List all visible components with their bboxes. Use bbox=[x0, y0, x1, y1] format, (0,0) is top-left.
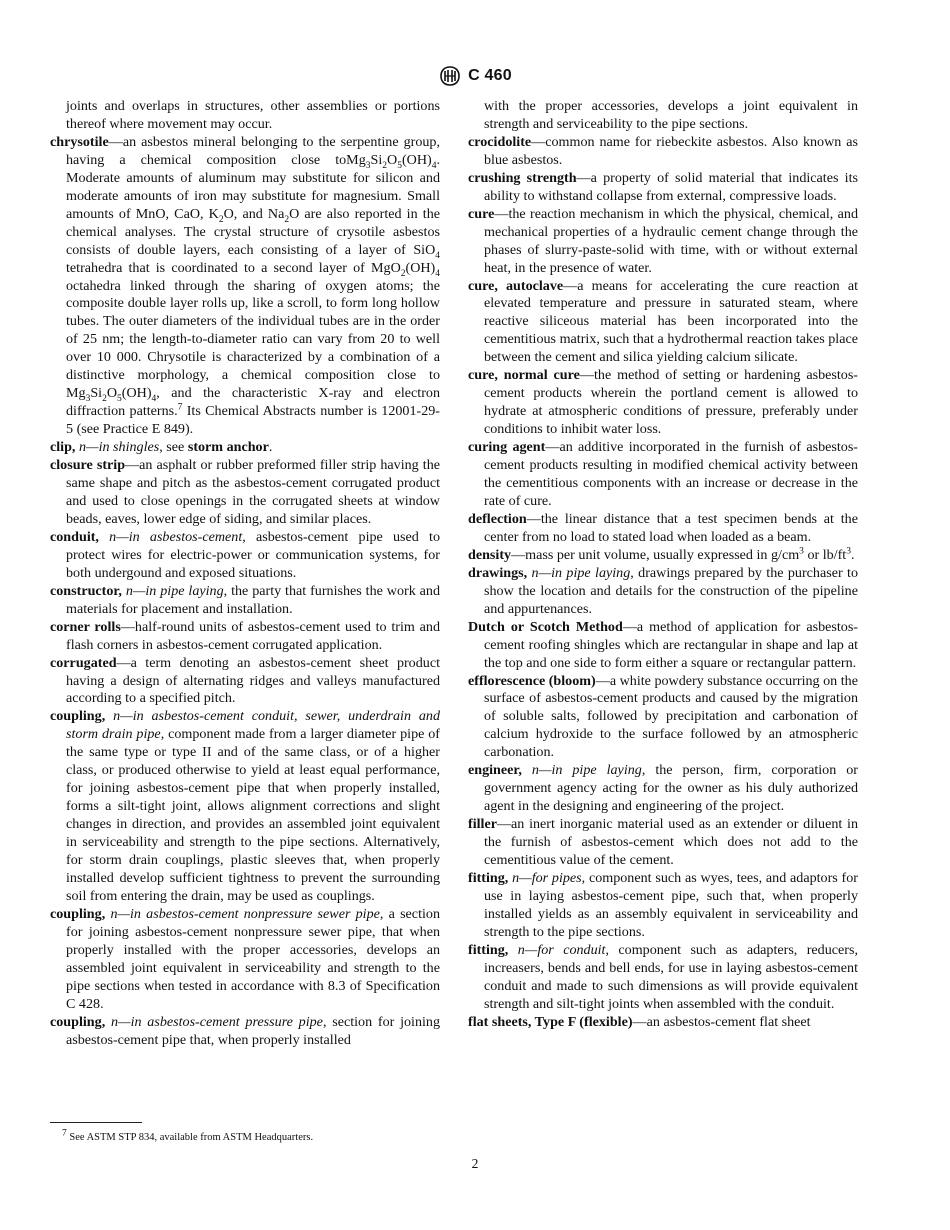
entry-chrysotile: chrysotile—an asbestos mineral belonging to the serpentine group, having a chemical composition close $toMg_3Si_2O_5(OH)_4$. Moderate amounts of aluminum may substitute for silicon and moderate amounts of iron may substitute for magnesium. Small amounts of MnO, CaO, $K_2O$, and $Na_2O$ are also reported in the chemical analyses. The crystal structure of crysotile asbestos consists of double layers, each consisting of a layer of SiO$_4$ tetrahedra that is coordinated to a second layer of $MgO_2(OH)_4$ octahedra linked through the sharing of oxygen atoms; the composite double layer rolls up, like a scroll, to form long hollow tubes. The outer diameters of the individual tubes are in the order of 25 nm; the length-to-diameter ratio can vary from 20 to well over 10 000. Chrysotile is characterized by a combination of a distinctive morphology, a chemical composition close to $Mg_3Si_2O_5(OH)_4$, and the characteristic X-ray and electron diffraction patterns.$^7$ Its Chemical Abstracts number is 12001-29-5 (see Practice E 849). bbox=[50, 133, 440, 438]
entry-crocidolite: crocidolite—common name for riebeckite asbestos. Also known as blue asbestos. bbox=[468, 133, 858, 168]
entry-density: density—mass per unit volume, usually expressed in $g/cm^3$ or $lb/ft^3$. bbox=[468, 546, 855, 563]
entry-corrugated: corrugated—a term denoting an asbestos-cement sheet product having a design of alternating ridges and valleys manufactured according to a specified pitch. bbox=[50, 654, 440, 707]
entry-closure-strip: closure strip—an asphalt or rubber preformed filler strip having the same shape and pitch as the asbestos-cement corrugated product and used to close openings in the corrugated sheets at window beads, eaves, lower edge of siding, and similar places. bbox=[50, 457, 440, 527]
formula: $Mg_3Si_2O_5(OH)_4$ bbox=[346, 151, 437, 171]
entry-clip: clip, n—in shingles, see storm anchor. bbox=[50, 439, 273, 456]
entry-cure-autoclave: cure, autoclave—a means for accelerating the cure reaction at elevated temperature and pressure in saturated steam, where reactive siliceous material has been incorporated into the cementitious matrix, such that a hydrothermal reaction takes place between the cement and silica yielding calcium silicate. bbox=[468, 277, 858, 366]
entry-conduit: conduit, n—in asbestos-cement, asbestos-cement pipe used to protect wires for electric-power or communication systems, for both undergound and exposed situations. bbox=[50, 528, 440, 581]
footnote-divider bbox=[50, 1122, 142, 1123]
coupling-continuation: with the proper accessories, develops a joint equivalent in strength and serviceability to the pipe sections. bbox=[484, 98, 858, 132]
cross-reference[interactable]: storm anchor bbox=[187, 439, 269, 456]
term: chrysotile bbox=[50, 133, 109, 150]
entry-corner-rolls: corner rolls—half-round units of asbestos-cement used to trim and flash corners in asbestos-cement corrugated application. bbox=[50, 618, 441, 653]
entry-dutch-method: Dutch or Scotch Method—a method of application for asbestos-cement roofing shingles which are rectangular in shape and lap at the top and one side to form either a square or rectangular pattern. bbox=[468, 618, 858, 671]
footnote bbox=[62, 1128, 314, 1144]
entry-engineer: engineer, n—in pipe laying, the person, firm, corporation or government agency acting for the owner as his duly authorized agent in the designing and engineering of the project. bbox=[468, 762, 858, 815]
entry-constructor: constructor, n—in pipe laying, the party that furnishes the work and materials for placement and installation. bbox=[50, 582, 440, 617]
entry-cure-normal: cure, normal cure—the method of setting or hardening asbestos-cement products wherein the portland cement is allowed to hydrate at atmospheric conditions of pressure, preferably under conditions to inhibit water loss. bbox=[468, 367, 858, 438]
footnote-text: See ASTM STP 834, available from ASTM Headquarters. bbox=[66, 1132, 314, 1143]
entry-deflection: deflection—the linear distance that a test specimen bends at the center from no load to stated load when loaded as a beam. bbox=[468, 510, 858, 545]
entry-coupling-pressure: coupling, n—in asbestos-cement pressure pipe, section for joining asbestos-cement pipe that, when properly installed bbox=[50, 1013, 441, 1048]
astm-logo-icon bbox=[438, 65, 462, 87]
page-header bbox=[0, 64, 950, 88]
entry-curing-agent: curing agent—an additive incorporated in the furnish of asbestos-cement products resulting in modified chemical activity between the cementitious components with an increase or decrease in the rate of cure. bbox=[468, 439, 858, 509]
entry-fitting-pipes: fitting, n—for pipes, component such as wyes, tees, and adaptors for use in laying asbestos-cement pipe, such that, when properly installed yields as an assembly equivalent in serviceability and strength to the pipe sections. bbox=[468, 869, 858, 940]
entry-coupling-conduit: coupling, n—in asbestos-cement conduit, sewer, underdrain and storm drain pipe, component made from a larger diameter pipe of the same type or type II and of the same class, or of a higher class, or produced otherwise to yield at least equal performance, for joining asbestos-cement pipe that when properly installed, forms a silt-tight joint, allows alignment corrections and slight changes in direction, and provides an assembled joint equivalent in serviceability and strength to the pipe sections. Alternatively, for storm drain couplings, plastic sleeves that, when properly installed develop sufficient tightness to prevent the surrounding soil from entering the drain, may be used as couplings. bbox=[50, 708, 441, 904]
footnote-reference[interactable]: 7 bbox=[177, 402, 183, 413]
entry-coupling-nonpressure: coupling, n—in asbestos-cement nonpressure sewer pipe, a section for joining asbestos-cement nonpressure sewer pipe, that when properly installed with the proper accessories, develops an assembled joint equivalent in serviceability and strength to the pipe sections when tested in accordance with 8.3 of Specification C 428. bbox=[50, 905, 440, 1012]
left-column bbox=[50, 98, 440, 1050]
footnote-mark: 7 bbox=[62, 1128, 67, 1139]
entry-filler: filler—an inert inorganic material used as an extender or diluent in the furnish of asbestos-cement which does not add to the cementitious value of the cement. bbox=[468, 816, 858, 869]
entry-flat-sheets: flat sheets, Type F (flexible)—an asbestos-cement flat sheet bbox=[468, 1013, 811, 1030]
formula: $Mg_3Si_2O_5(OH)_4$ bbox=[66, 385, 157, 405]
entry-efflorescence: efflorescence (bloom)—a white powdery substance occurring on the surface of asbestos-cement products and caused by the migration of soluble salts, followed by precipitation and carbonation of calcium hydroxide to the surface followed by an atmospheric carbonation. bbox=[468, 672, 858, 761]
document-designation: C 460 bbox=[468, 67, 512, 84]
entry-fitting-conduit: fitting, n—for conduit, component such as adapters, reducers, increasers, bends and bell ends, for use in laying asbestos-cement conduit and made to such dimensions as will provide equivalent strength and silt-tight joints when assembled with the conduit. bbox=[468, 941, 858, 1012]
intro-continuation: joints and overlaps in structures, other assemblies or portions thereof where movement may occur. bbox=[66, 98, 440, 132]
entry-drawings: drawings, n—in pipe laying, drawings prepared by the purchaser to show the location and details for the construction of the pipeline and appurtenances. bbox=[468, 564, 858, 617]
entry-crushing-strength: crushing strength—a property of solid material that indicates its ability to withstand collapse from external, compressive loads. bbox=[468, 169, 858, 204]
page-number: 2 bbox=[471, 1156, 479, 1171]
right-column bbox=[468, 98, 858, 1032]
entry-cure: cure—the reaction mechanism in which the physical, chemical, and mechanical properties of a hydraulic cement change through the phases of slurry-paste-solid with time, with or without external heat, in the presence of water. bbox=[468, 205, 858, 276]
